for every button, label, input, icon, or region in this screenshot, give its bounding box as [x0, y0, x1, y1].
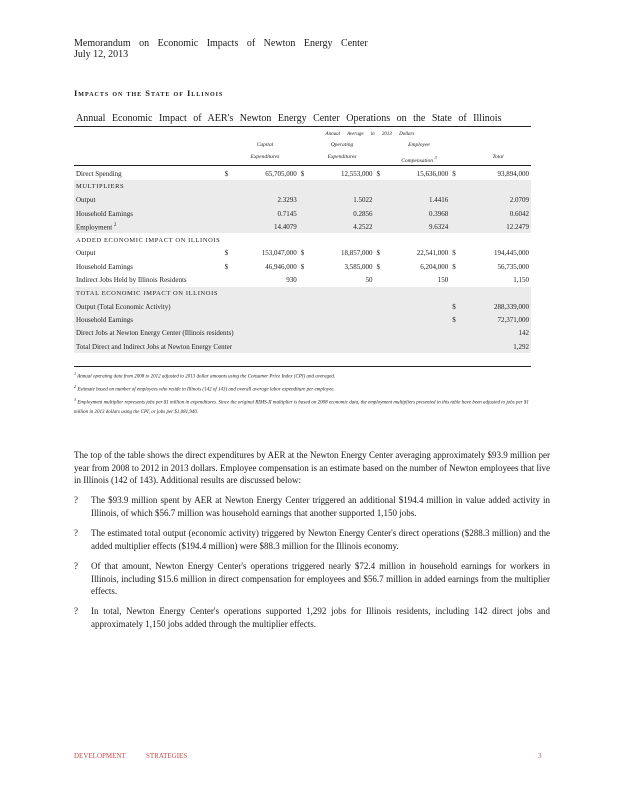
col-head-employee-note: 3 [434, 155, 437, 160]
bullet-mark: ? [74, 561, 78, 571]
footer-left: DEVELOPMENT [74, 752, 126, 760]
footnote-text: Employment multiplier represents jobs per $1 million in expenditures. Since the original RIMS-II multiplier is based on 2008 economic data, the employment multipliers presented in this table have been adjusted to jobs per $1 million in 2013 dollars using the CPI, or jobs per $1,081,940. [74, 400, 529, 416]
col-head-capital-1: Capital [256, 142, 274, 148]
row-label: Indirect Jobs Held by Illinois Residents [76, 276, 187, 285]
col-head-employee [384, 142, 454, 165]
cell-employee: 150 [437, 276, 449, 285]
currency-sign: $ [224, 169, 229, 178]
impact-table [74, 167, 531, 353]
bullet-mark: ? [74, 606, 78, 616]
footnote [74, 382, 544, 395]
table-rule-top [74, 126, 531, 127]
footnotes [74, 369, 544, 418]
table-row [74, 194, 531, 207]
col-head-employee-2: Compensation [401, 157, 434, 164]
cell-total: 288,339,000 [464, 300, 531, 313]
footnote-mark: 1 [74, 371, 77, 376]
table-row [74, 207, 531, 220]
row-label: Employment [76, 223, 113, 231]
table-row [74, 327, 531, 340]
cell-total: 0.6042 [464, 207, 531, 220]
currency-sign: $ [450, 300, 463, 313]
row-label: Direct Jobs at Newton Energy Center (Illinois residents) [74, 327, 450, 340]
bullet-mark: ? [74, 495, 78, 505]
cell-employee: 9.6324 [388, 220, 450, 233]
group-label: TOTAL ECONOMIC IMPACT ON ILLINOIS [74, 287, 531, 300]
footer-mid: STRATEGIES [146, 752, 188, 760]
cell-employee: 22,541,000 [416, 249, 449, 258]
bullet-text: The estimated total output (economic activity) triggered by Newton Energy Center's direct operations ($288.3 million) and the added multiplier effects ($194.4 million) were $88.3 million for the Illinois economy. [91, 528, 550, 551]
table-title: Annual Economic Impact of AER's Newton Energy Center Operations on the State of Illinois [76, 113, 502, 124]
cell-capital: 930 [286, 276, 297, 285]
cell-operating: 1.5022 [312, 194, 374, 207]
row-added-label [74, 233, 531, 246]
cell-total: 12.2479 [464, 220, 531, 233]
bullet-mark: ? [74, 528, 78, 538]
footnote [74, 395, 544, 418]
cell-capital: 0.7145 [236, 207, 299, 220]
cell-employee: 6,204,000 [420, 262, 449, 271]
currency-sign: $ [300, 169, 305, 178]
footnote-text: Estimate based on number of employees who reside in Illinois (142 of 143) and overall average labor expenditure per employee. [77, 387, 335, 393]
footnote-mark: 2 [74, 384, 77, 390]
group-label: ADDED ECONOMIC IMPACT ON ILLINOIS [76, 236, 221, 244]
currency-sign: $ [224, 249, 229, 258]
currency-sign: $ [376, 169, 380, 178]
cell-employee: 1.4416 [388, 194, 450, 207]
table-rule-bottom [74, 366, 531, 367]
bullet-text: In total, Newton Energy Center's operations supported 1,292 jobs for Illinois residents, including 142 direct jobs and approximately 1,150 jobs added through the multiplier effects. [91, 606, 550, 629]
col-head-operating-1: Operating [330, 142, 354, 148]
section-title: Impacts on the State of Illinois [74, 88, 224, 98]
cell-operating: 50 [365, 276, 373, 285]
table-row [74, 340, 531, 353]
col-super-head: Annual Average in 2013 Dollars [325, 132, 415, 137]
row-label: Household Earnings [74, 313, 450, 326]
cell-operating: 0.2856 [312, 207, 374, 220]
col-head-operating [307, 142, 377, 161]
col-head-total: Total [492, 154, 504, 160]
bullet-item [74, 560, 550, 598]
cell-operating: 12,553,000 [341, 169, 373, 178]
cell-total: 1,150 [513, 276, 529, 285]
bullet-text: Of that amount, Newton Energy Center's operations triggered nearly $72.4 million in household earnings for workers in Illinois, including $15.6 million in direct compensation for employees and $56.7 million in added earnings from the multiplier effects. [91, 561, 550, 596]
bullet-item [74, 527, 550, 552]
currency-sign: $ [376, 262, 380, 271]
cell-total: 194,445,000 [494, 249, 529, 258]
table-row [74, 273, 531, 286]
col-head-capital [230, 142, 300, 161]
cell-total: 56,735,000 [497, 262, 529, 271]
memo-header [74, 38, 368, 60]
body-paragraph: The top of the table shows the direct expenditures by AER at the Newton Energy Center averaging approximately $93.9 million per year from 2008 to 2012 in 2013 dollars. Employee compensation is an estimate based on the number of Newton employees that live in Illinois (142 of 143). Additional results are discussed below: [74, 450, 550, 485]
cell-capital: 14.4079 [236, 220, 299, 233]
row-label: Direct Spending [76, 169, 122, 178]
row-direct-spending [74, 167, 531, 180]
row-label: Output [76, 249, 96, 258]
currency-sign: $ [452, 169, 456, 178]
col-head-capital-2: Expenditures [250, 154, 280, 160]
cell-capital: 2.3293 [236, 194, 299, 207]
cell-capital: 65,705,000 [265, 169, 297, 178]
row-label: Household Earnings [76, 262, 133, 271]
cell-total: 93,894,000 [497, 169, 529, 178]
currency-sign: $ [224, 262, 229, 271]
cell-total: 2.0709 [464, 194, 531, 207]
footnote-text: Annual operating data from 2008 to 2012 adjusted to 2013 dollar amounts using the Consumer Price Index (CPI) and averaged. [77, 374, 336, 380]
table-rule-head [74, 165, 531, 166]
table-row [74, 247, 531, 260]
footnote [74, 369, 544, 382]
cell-total: 1,292 [464, 340, 531, 353]
currency-sign: $ [376, 249, 380, 258]
row-note: 2 [113, 222, 117, 228]
cell-employee: 0.3968 [388, 207, 450, 220]
currency-sign: $ [300, 249, 305, 258]
cell-capital: 46,946,000 [265, 262, 297, 271]
currency-sign: $ [452, 249, 456, 258]
cell-operating: 18,857,000 [341, 249, 373, 258]
row-total-label [74, 287, 531, 300]
cell-capital: 153,047,000 [261, 249, 297, 258]
row-label: Household Earnings [74, 207, 223, 220]
col-head-employee-1: Employee [408, 142, 430, 148]
page-number: 3 [538, 752, 542, 760]
row-label: Output (Total Economic Activity) [74, 300, 450, 313]
currency-sign: $ [450, 313, 463, 326]
table-row [74, 220, 531, 233]
currency-sign: $ [452, 262, 456, 271]
memo-date: July 12, 2013 [74, 49, 129, 60]
row-label: Output [74, 194, 223, 207]
cell-operating: 4.2522 [312, 220, 374, 233]
group-label: MULTIPLIERS [74, 180, 531, 193]
row-label: Total Direct and Indirect Jobs at Newton Energy Center [74, 340, 450, 353]
footnote-mark: 3 [74, 397, 77, 403]
table-row [74, 313, 531, 326]
cell-operating: 3,585,000 [344, 262, 373, 271]
table-row [74, 260, 531, 273]
bullet-item [74, 605, 550, 630]
bullet-item [74, 494, 550, 519]
currency-sign: $ [300, 262, 305, 271]
col-head-operating-2: Expenditures [327, 154, 357, 160]
table-row [74, 300, 531, 313]
cell-total: 72,371,000 [464, 313, 531, 326]
row-multipliers-label [74, 180, 531, 193]
cell-total: 142 [464, 327, 531, 340]
bullet-text: The $93.9 million spent by AER at Newton Energy Center triggered an additional $194.4 million in value added activity in Illinois, of which $56.7 million was household earnings that another supported 1,150 jobs. [91, 495, 550, 518]
cell-employee: 15,636,000 [416, 169, 449, 178]
memo-title: Memorandum on Economic Impacts of Newton Energy Center [74, 38, 368, 49]
